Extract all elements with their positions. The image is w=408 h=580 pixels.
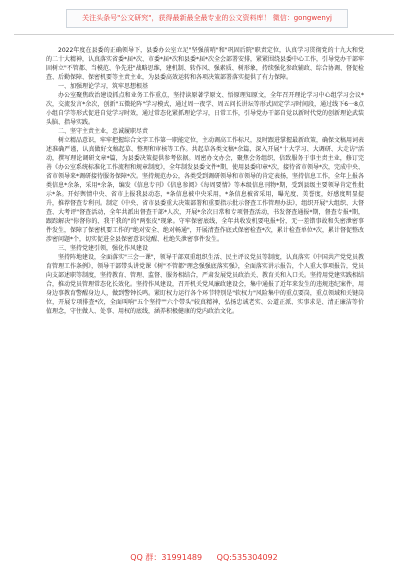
document-body (46, 46, 364, 316)
header-divider (14, 34, 394, 35)
paragraph-section-2: 树立精品意识，牢牢把握综合文字工作第一职能定位，主动调高工作标尺，及时跟进掌握最新政策，确保文稿用词表述准确严谨，认真做好文稿起草、整理和审核等工作。共起草各类文稿*余篇，深入开展"十大学习、大调研、大走访"活动，撰写理论调研文章*篇，为县委决策提供参考依据。周密办文办会，聚焦会务组织，倍致服务于事主责主业，修订完善《办公室系统标准化工作流程和规章制度》，全年制发县委文件*期，使用县委印章*次，接待省市领导*次，完成中央、省市领导来*调研接待服务保障*次。坚持规范办公，各类受到调研领导和市领导的肯定表扬，坚持信息工作，全年上报各类信息*余条，采用*余条，编发《信息专刊》《信息参阅》《每周要情》等本级信息刊物*期，受到县级主要领导肯定性批示*条。开好舆情中央、省市上报我县动态，*条信息被中央采用，*条信息被省采用，曝光度、美誉度，好感度明显提升，推荐督查专利刊。制定《中央、省市县委重大决策部署和重要指示批示督查工作管理办法》，组织开展"大组织、大督查、大考评"督查活动，全年共派出督查干部*人次，开展*余次日常和专项督查活动，书发督查通报*期，督查专报*期，跟踪解决"你督你的、我干我的"的"两张皮"现象。守牢保密底线，全年共收发机要电报*份，无一差错事故和失密泄密事件发生，保障了保密机要工作的"绝对安全、绝对畅通"，开展清查作底式保密检查*次，累计检查单位*次，累计督促整改涉密问题*个，切实促进全县保密意识觉醒、杜绝失泄密事件发生。 (46, 137, 365, 243)
section-heading-3: 三、坚持党建引领，强化作风建设 (58, 245, 149, 252)
qq-text: QQ:535304092 (216, 553, 278, 562)
contact-footer (0, 553, 408, 563)
qq-group-text: QQ 群：31991489 (130, 553, 203, 562)
paragraph-section-3: 坚持阵地建设，全面落实"三会一课"，领导干部双重组织生活、民主评议党员等制度，认真落实《中国共产党党员教育管理工作条例》，领导干部带头讲党课《树"不管都"理念强强底落实强》，全面落实讲示报告，个人重大事项报告，党员向支部述职等制度，坚持教育、管理、监督、服务相结合，严肃发展党员政治关、教育关和入口关。坚持用党建实践相结合，推动党员管理常态化长效化。坚持作风建设，召开机关党风廉政建设会，集中通报了近年来发生的违规违纪案件，用身边事教育警醒身边人，做到警钟长鸣。紧盯权力运行各个环节特别是"软权力"风险集中的重点要岗，重点领域和关键岗位，开展专项排查*次，全面叫响"五个坚持""六个带头"较真精神，弘扬忠诚老实、公道正派、实事求是、清正廉洁等价值理念，守住做人、处事、用权的底线，涵养积极健康的党内政治文化。 (46, 254, 365, 315)
paragraph-section-1: 办公室聚焦政治建设抓点和业务工作重点，坚持读原著学原文、悟原理知原文，全年召开理论学习中心组学习会议*次，交流发言*余次，创新"五微轮阵"学习模式，通过周一夜学、周五问长讲坛等形式固定学习时间段，通过线下6一8点小组自学等形式促进自觉学习时效，通过常态化紧抓理论学习，日常工作，引导党办干部自觉以新时代党的创新理论武装头脑、指导实践。 (46, 92, 365, 126)
section-heading-1: 一、加强理论学习，筑牢思想根基 (58, 83, 149, 90)
section-heading-2: 二、坚守主责主业，忠诚履职尽责 (58, 128, 149, 135)
promo-banner: 关注头条号"公文研究"，获得最新最全最专业的公文资料库！ 微信：gongwenyj (66, 9, 348, 28)
paragraph-intro: 2022年度在县委的正确领导下，县委办公室立足"坚强前哨"和"巩固后院"职责定位，认真学习贯彻党的十九大和党的二十大精神，认真落实省委*届*次、市委*届*次和县委*届*次全会部署安排，紧紧围绕县委中心工作，引导党办干部牢固树立"不管都、当模范、争先进"战略思维，建机制、转作风、强素质、树形象，持续强化参政辅政、综合协调、督促检查、后勤保障、保密机要等主责主业，为县委高效运转和各项决策部署落实提供了有力保障。 (46, 47, 365, 81)
